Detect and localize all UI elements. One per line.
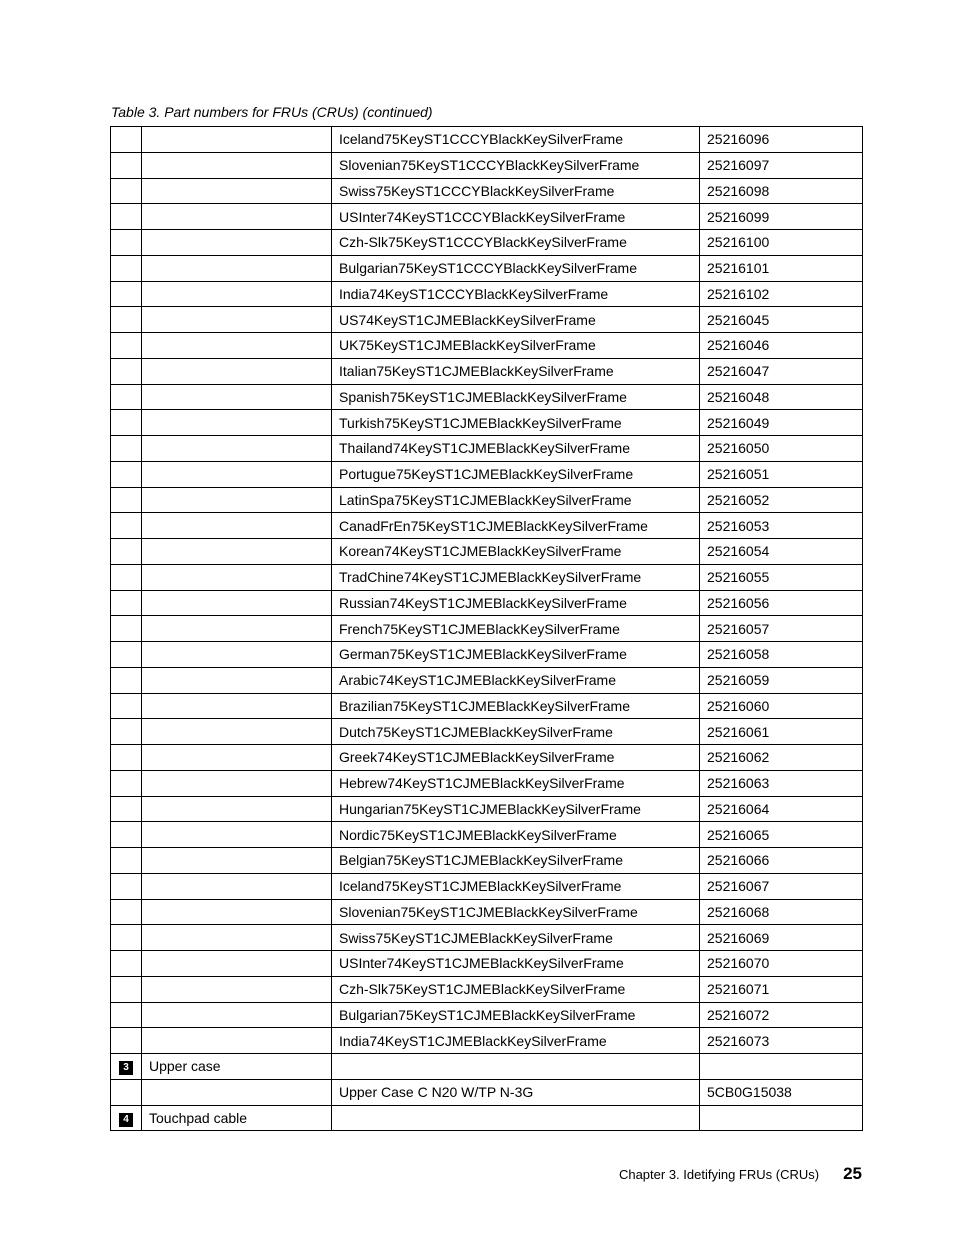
part-number-cell: 25216060 bbox=[700, 693, 863, 719]
index-cell bbox=[111, 770, 142, 796]
description-cell bbox=[142, 255, 332, 281]
description-cell bbox=[142, 461, 332, 487]
index-cell bbox=[111, 384, 142, 410]
description-cell bbox=[142, 667, 332, 693]
fru-cell: Bulgarian75KeyST1CJMEBlackKeySilverFrame bbox=[332, 1002, 700, 1028]
part-number-cell: 25216066 bbox=[700, 848, 863, 874]
part-number-cell bbox=[700, 1105, 863, 1131]
description-cell bbox=[142, 230, 332, 256]
fru-cell: Italian75KeyST1CJMEBlackKeySilverFrame bbox=[332, 358, 700, 384]
table-row bbox=[111, 255, 863, 281]
part-number-cell: 25216067 bbox=[700, 873, 863, 899]
part-number-cell: 25216051 bbox=[700, 461, 863, 487]
part-number-cell: 25216054 bbox=[700, 539, 863, 565]
index-cell bbox=[111, 951, 142, 977]
page-footer bbox=[619, 1164, 862, 1184]
parts-table bbox=[110, 126, 863, 1131]
footer-chapter: Chapter 3. Idetifying FRUs (CRUs) bbox=[618, 1167, 820, 1182]
index-cell bbox=[111, 848, 142, 874]
description-cell bbox=[142, 1002, 332, 1028]
description-cell bbox=[142, 976, 332, 1002]
index-cell bbox=[111, 358, 142, 384]
table-row bbox=[111, 745, 863, 771]
table-row bbox=[111, 436, 863, 462]
description-cell bbox=[142, 719, 332, 745]
description-cell bbox=[142, 487, 332, 513]
part-number-cell: 25216057 bbox=[700, 616, 863, 642]
part-number-cell: 25216045 bbox=[700, 307, 863, 333]
description-cell bbox=[142, 925, 332, 951]
parts-table-body bbox=[111, 127, 863, 1131]
part-number-cell: 25216065 bbox=[700, 822, 863, 848]
index-cell bbox=[111, 307, 142, 333]
description-cell bbox=[142, 564, 332, 590]
description-cell bbox=[142, 333, 332, 359]
fru-cell bbox=[332, 1054, 700, 1080]
description-cell bbox=[142, 1028, 332, 1054]
part-number-cell: 25216063 bbox=[700, 770, 863, 796]
index-cell bbox=[111, 1028, 142, 1054]
description-cell bbox=[142, 127, 332, 153]
fru-cell: Upper Case C N20 W/TP N-3G bbox=[332, 1079, 700, 1105]
fru-cell: Swiss75KeyST1CCCYBlackKeySilverFrame bbox=[332, 178, 700, 204]
fru-cell: Hungarian75KeyST1CJMEBlackKeySilverFrame bbox=[332, 796, 700, 822]
table-row bbox=[111, 513, 863, 539]
index-cell bbox=[111, 178, 142, 204]
table-row bbox=[111, 127, 863, 153]
part-number-cell: 25216046 bbox=[700, 333, 863, 359]
fru-cell: CanadFrEn75KeyST1CJMEBlackKeySilverFrame bbox=[332, 513, 700, 539]
table-row bbox=[111, 642, 863, 668]
part-number-cell: 25216059 bbox=[700, 667, 863, 693]
fru-cell: Turkish75KeyST1CJMEBlackKeySilverFrame bbox=[332, 410, 700, 436]
index-cell bbox=[111, 745, 142, 771]
index-cell bbox=[111, 333, 142, 359]
part-number-cell: 25216096 bbox=[700, 127, 863, 153]
fru-cell: Iceland75KeyST1CJMEBlackKeySilverFrame bbox=[332, 873, 700, 899]
table-row bbox=[111, 178, 863, 204]
description-cell bbox=[142, 822, 332, 848]
index-cell bbox=[111, 925, 142, 951]
part-number-cell: 25216052 bbox=[700, 487, 863, 513]
index-cell bbox=[111, 590, 142, 616]
description-cell: Upper case bbox=[142, 1054, 332, 1080]
table-row bbox=[111, 1002, 863, 1028]
fru-cell: French75KeyST1CJMEBlackKeySilverFrame bbox=[332, 616, 700, 642]
description-cell bbox=[142, 539, 332, 565]
table-row bbox=[111, 693, 863, 719]
part-number-cell: 25216047 bbox=[700, 358, 863, 384]
part-number-cell: 25216102 bbox=[700, 281, 863, 307]
index-cell bbox=[111, 230, 142, 256]
index-cell bbox=[111, 204, 142, 230]
index-cell bbox=[111, 616, 142, 642]
description-cell bbox=[142, 307, 332, 333]
part-number-cell: 25216099 bbox=[700, 204, 863, 230]
table-row bbox=[111, 487, 863, 513]
fru-cell: India74KeyST1CJMEBlackKeySilverFrame bbox=[332, 1028, 700, 1054]
description-cell bbox=[142, 745, 332, 771]
part-number-cell: 25216049 bbox=[700, 410, 863, 436]
part-number-cell: 25216070 bbox=[700, 951, 863, 977]
index-cell bbox=[111, 976, 142, 1002]
index-cell bbox=[111, 539, 142, 565]
part-number-cell: 25216071 bbox=[700, 976, 863, 1002]
table-row bbox=[111, 230, 863, 256]
part-number-cell: 25216062 bbox=[700, 745, 863, 771]
part-number-cell: 25216101 bbox=[700, 255, 863, 281]
table-row bbox=[111, 1079, 863, 1105]
description-cell bbox=[142, 873, 332, 899]
fru-cell: Bulgarian75KeyST1CCCYBlackKeySilverFrame bbox=[332, 255, 700, 281]
fru-cell: Thailand74KeyST1CJMEBlackKeySilverFrame bbox=[332, 436, 700, 462]
fru-cell: Portugue75KeyST1CJMEBlackKeySilverFrame bbox=[332, 461, 700, 487]
index-cell bbox=[111, 822, 142, 848]
part-number-cell: 25216097 bbox=[700, 152, 863, 178]
table-row bbox=[111, 616, 863, 642]
description-cell bbox=[142, 204, 332, 230]
index-cell bbox=[111, 1054, 142, 1080]
table-row bbox=[111, 796, 863, 822]
fru-cell: USInter74KeyST1CJMEBlackKeySilverFrame bbox=[332, 951, 700, 977]
description-cell: Touchpad cable bbox=[142, 1105, 332, 1131]
fru-cell: Swiss75KeyST1CJMEBlackKeySilverFrame bbox=[332, 925, 700, 951]
description-cell bbox=[142, 410, 332, 436]
table-row bbox=[111, 925, 863, 951]
index-cell bbox=[111, 642, 142, 668]
index-badge: 4 bbox=[119, 1113, 133, 1127]
index-cell bbox=[111, 152, 142, 178]
part-number-cell: 25216072 bbox=[700, 1002, 863, 1028]
description-cell bbox=[142, 642, 332, 668]
part-number-cell: 25216069 bbox=[700, 925, 863, 951]
table-row bbox=[111, 1028, 863, 1054]
table-row bbox=[111, 564, 863, 590]
table-row bbox=[111, 152, 863, 178]
page-number: 25 bbox=[843, 1164, 862, 1183]
index-cell bbox=[111, 410, 142, 436]
fru-cell: Greek74KeyST1CJMEBlackKeySilverFrame bbox=[332, 745, 700, 771]
fru-cell: LatinSpa75KeyST1CJMEBlackKeySilverFrame bbox=[332, 487, 700, 513]
part-number-cell bbox=[700, 1054, 863, 1080]
part-number-cell: 25216048 bbox=[700, 384, 863, 410]
fru-cell: Slovenian75KeyST1CJMEBlackKeySilverFrame bbox=[332, 899, 700, 925]
table-row bbox=[111, 539, 863, 565]
index-cell bbox=[111, 461, 142, 487]
fru-cell: Russian74KeyST1CJMEBlackKeySilverFrame bbox=[332, 590, 700, 616]
part-number-cell: 25216098 bbox=[700, 178, 863, 204]
index-cell bbox=[111, 796, 142, 822]
part-number-cell: 25216064 bbox=[700, 796, 863, 822]
table-row bbox=[111, 667, 863, 693]
part-number-cell: 25216053 bbox=[700, 513, 863, 539]
index-cell bbox=[111, 719, 142, 745]
table-row bbox=[111, 204, 863, 230]
table-row bbox=[111, 1054, 863, 1080]
fru-cell: USInter74KeyST1CCCYBlackKeySilverFrame bbox=[332, 204, 700, 230]
fru-cell: Czh-Slk75KeyST1CJMEBlackKeySilverFrame bbox=[332, 976, 700, 1002]
fru-cell: UK75KeyST1CJMEBlackKeySilverFrame bbox=[332, 333, 700, 359]
fru-cell: US74KeyST1CJMEBlackKeySilverFrame bbox=[332, 307, 700, 333]
description-cell bbox=[142, 796, 332, 822]
index-cell bbox=[111, 487, 142, 513]
table-row bbox=[111, 281, 863, 307]
part-number-cell: 25216055 bbox=[700, 564, 863, 590]
fru-cell: Spanish75KeyST1CJMEBlackKeySilverFrame bbox=[332, 384, 700, 410]
description-cell bbox=[142, 384, 332, 410]
table-caption: Table 3. Part numbers for FRUs (CRUs) (continued) bbox=[111, 104, 433, 120]
part-number-cell: 25216068 bbox=[700, 899, 863, 925]
part-number-cell: 25216073 bbox=[700, 1028, 863, 1054]
index-cell bbox=[111, 899, 142, 925]
part-number-cell: 25216056 bbox=[700, 590, 863, 616]
fru-cell bbox=[332, 1105, 700, 1131]
fru-cell: Korean74KeyST1CJMEBlackKeySilverFrame bbox=[332, 539, 700, 565]
description-cell bbox=[142, 281, 332, 307]
part-number-cell: 25216100 bbox=[700, 230, 863, 256]
description-cell bbox=[142, 693, 332, 719]
table-row bbox=[111, 822, 863, 848]
fru-cell: Brazilian75KeyST1CJMEBlackKeySilverFrame bbox=[332, 693, 700, 719]
description-cell bbox=[142, 1079, 332, 1105]
index-badge: 3 bbox=[119, 1061, 133, 1075]
table-row bbox=[111, 461, 863, 487]
fru-cell: Nordic75KeyST1CJMEBlackKeySilverFrame bbox=[332, 822, 700, 848]
table-row bbox=[111, 333, 863, 359]
table-row bbox=[111, 848, 863, 874]
description-cell bbox=[142, 590, 332, 616]
table-row bbox=[111, 873, 863, 899]
table-row bbox=[111, 770, 863, 796]
table-row bbox=[111, 899, 863, 925]
table-row bbox=[111, 951, 863, 977]
table-row bbox=[111, 384, 863, 410]
table-row bbox=[111, 410, 863, 436]
part-number-cell: 25216050 bbox=[700, 436, 863, 462]
table-row bbox=[111, 1105, 863, 1131]
fru-cell: German75KeyST1CJMEBlackKeySilverFrame bbox=[332, 642, 700, 668]
description-cell bbox=[142, 951, 332, 977]
index-cell bbox=[111, 667, 142, 693]
index-cell bbox=[111, 281, 142, 307]
index-cell bbox=[111, 1105, 142, 1131]
fru-cell: Arabic74KeyST1CJMEBlackKeySilverFrame bbox=[332, 667, 700, 693]
index-cell bbox=[111, 693, 142, 719]
table-row bbox=[111, 976, 863, 1002]
index-cell bbox=[111, 1079, 142, 1105]
description-cell bbox=[142, 178, 332, 204]
description-cell bbox=[142, 616, 332, 642]
description-cell bbox=[142, 770, 332, 796]
fru-cell: Iceland75KeyST1CCCYBlackKeySilverFrame bbox=[332, 127, 700, 153]
part-number-cell: 5CB0G15038 bbox=[700, 1079, 863, 1105]
part-number-cell: 25216061 bbox=[700, 719, 863, 745]
index-cell bbox=[111, 1002, 142, 1028]
description-cell bbox=[142, 152, 332, 178]
fru-cell: India74KeyST1CCCYBlackKeySilverFrame bbox=[332, 281, 700, 307]
description-cell bbox=[142, 358, 332, 384]
fru-cell: Belgian75KeyST1CJMEBlackKeySilverFrame bbox=[332, 848, 700, 874]
description-cell bbox=[142, 899, 332, 925]
table-row bbox=[111, 719, 863, 745]
index-cell bbox=[111, 127, 142, 153]
fru-cell: TradChine74KeyST1CJMEBlackKeySilverFrame bbox=[332, 564, 700, 590]
fru-cell: Dutch75KeyST1CJMEBlackKeySilverFrame bbox=[332, 719, 700, 745]
fru-cell: Czh-Slk75KeyST1CCCYBlackKeySilverFrame bbox=[332, 230, 700, 256]
table-row bbox=[111, 307, 863, 333]
index-cell bbox=[111, 873, 142, 899]
description-cell bbox=[142, 436, 332, 462]
fru-cell: Hebrew74KeyST1CJMEBlackKeySilverFrame bbox=[332, 770, 700, 796]
fru-cell: Slovenian75KeyST1CCCYBlackKeySilverFrame bbox=[332, 152, 700, 178]
part-number-cell: 25216058 bbox=[700, 642, 863, 668]
index-cell bbox=[111, 255, 142, 281]
table-row bbox=[111, 358, 863, 384]
index-cell bbox=[111, 436, 142, 462]
index-cell bbox=[111, 513, 142, 539]
description-cell bbox=[142, 513, 332, 539]
index-cell bbox=[111, 564, 142, 590]
table-row bbox=[111, 590, 863, 616]
description-cell bbox=[142, 848, 332, 874]
